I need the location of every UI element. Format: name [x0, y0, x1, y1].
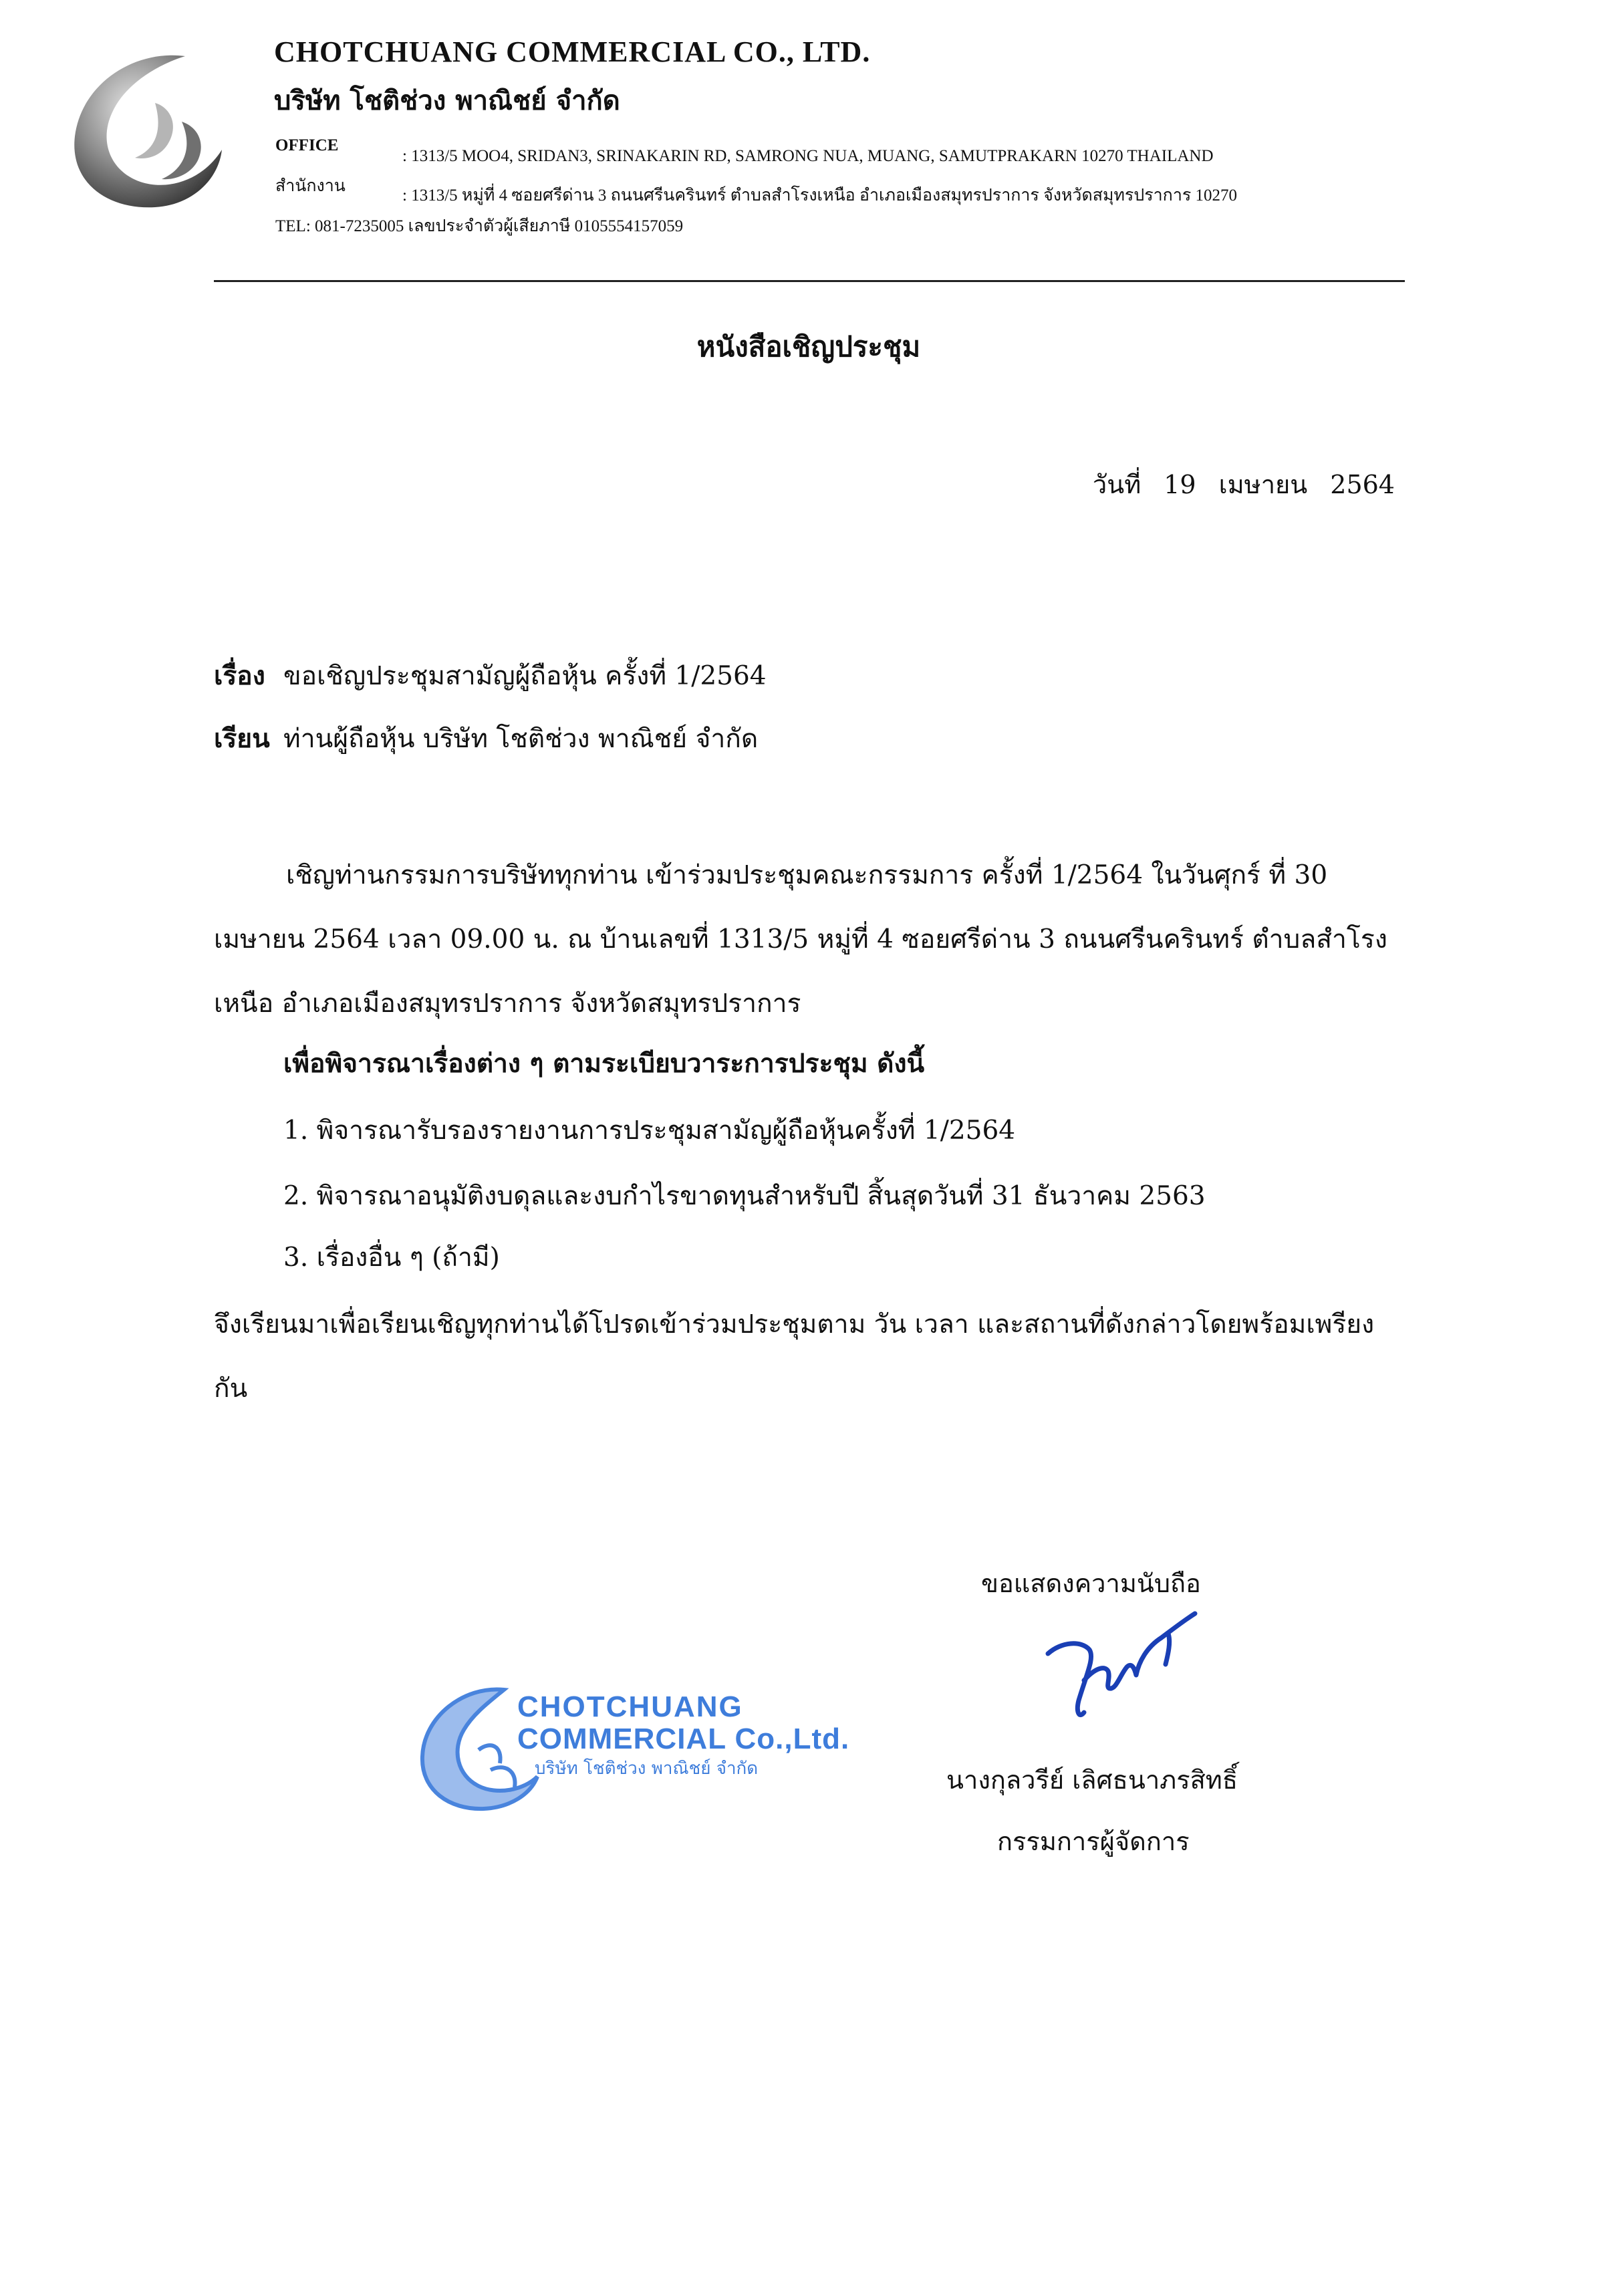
invitation-paragraph [214, 844, 1397, 1036]
signer-name: นางกุลวรีย์ เลิศธนาภรสิทธิ์ [946, 1765, 1238, 1795]
company-name-en: CHOTCHUANG COMMERCIAL CO., LTD. [274, 35, 871, 68]
closing-paragraph [214, 1293, 1397, 1421]
closing-text: จึงเรียนมาเพื่อเรียนเชิญทุกท่านได้โปรดเข้าร่วมประชุมตาม วัน เวลา และสถานที่ดังกล่าวโดยพร้อมเพรียงกัน [214, 1309, 1375, 1404]
company-logo-icon [55, 43, 229, 217]
agenda-item: 1. พิจารณารับรองรายงานการประชุมสามัญผู้ถือหุ้นครั้งที่ 1/2564 [283, 1116, 1016, 1146]
office-label: OFFICE [275, 136, 339, 154]
agenda-item: 3. เรื่องอื่น ๆ (ถ้ามี) [283, 1243, 500, 1273]
subject-text: ขอเชิญประชุมสามัญผู้ถือหุ้น ครั้งที่ 1/2564 [283, 661, 767, 691]
document-date [1093, 464, 1395, 505]
date-month: เมษายน [1218, 470, 1308, 499]
office-label-th: สำนักงาน [275, 177, 346, 195]
tel-line: TEL: 081-7235005 เลขประจำตัวผู้เสียภาษี 0105554157059 [275, 217, 684, 235]
header-divider [214, 280, 1405, 282]
regards-text: ขอแสดงความนับถือ [981, 1569, 1201, 1598]
agenda-item: 2. พิจารณาอนุมัติงบดุลและงบกำไรขาดทุนสำหรับปี สิ้นสุดวันที่ 31 ธันวาคม 2563 [283, 1181, 1206, 1211]
subject-label: เรื่อง [214, 660, 265, 691]
stamp-line-2: COMMERCIAL Co.,Ltd. [517, 1723, 850, 1755]
agenda-heading: เพื่อพิจารณาเรื่องต่าง ๆ ตามระเบียบวาระการประชุม ดังนี้ [283, 1048, 925, 1079]
to-label: เรียน [214, 723, 270, 754]
to-text: ท่านผู้ถือหุ้น บริษัท โชติช่วง พาณิชย์ จำกัด [283, 724, 759, 754]
signer-position: กรรมการผู้จัดการ [997, 1827, 1190, 1856]
date-prefix: วันที่ [1092, 470, 1142, 499]
company-name-th: บริษัท โชติช่วง พาณิชย์ จำกัด [274, 85, 620, 116]
stamp-line-1: CHOTCHUANG [517, 1690, 743, 1723]
stamp-line-3: บริษัท โชติช่วง พาณิชย์ จำกัด [535, 1759, 759, 1779]
document-title: หนังสือเชิญประชุม [696, 330, 921, 363]
date-day: 19 [1164, 470, 1196, 499]
office-address-en: : 1313/5 MOO4, SRIDAN3, SRINAKARIN RD, SAMRONG NUA, MUANG, SAMUTPRAKARN 10270 THAILAND [402, 147, 1214, 165]
invitation-text: เชิญท่านกรรมการบริษัททุกท่าน เข้าร่วมประชุมคณะกรรมการ ครั้งที่ 1/2564 ในวันศุกร์ ที่ 30 เมษายน 2564 เวลา 09.00 น. ณ บ้านเลขที่ 1313/5 หมู่ที่ 4 ซอยศรีด่าน 3 ถนนศรีนครินทร์ ตำบลสำโรงเหนือ อำเภอเมืองสมุทรปราการ จังหวัดสมุทรปราการ [214, 860, 1387, 1019]
office-address-th: : 1313/5 หมู่ที่ 4 ซอยศรีด่าน 3 ถนนศรีนครินทร์ ตำบลสำโรงเหนือ อำเภอเมืองสมุทรปราการ จังหวัดสมุทรปราการ 10270 [402, 186, 1238, 205]
company-stamp [417, 1676, 858, 1817]
signature-mark [1035, 1600, 1208, 1734]
date-year: 2564 [1330, 470, 1395, 499]
